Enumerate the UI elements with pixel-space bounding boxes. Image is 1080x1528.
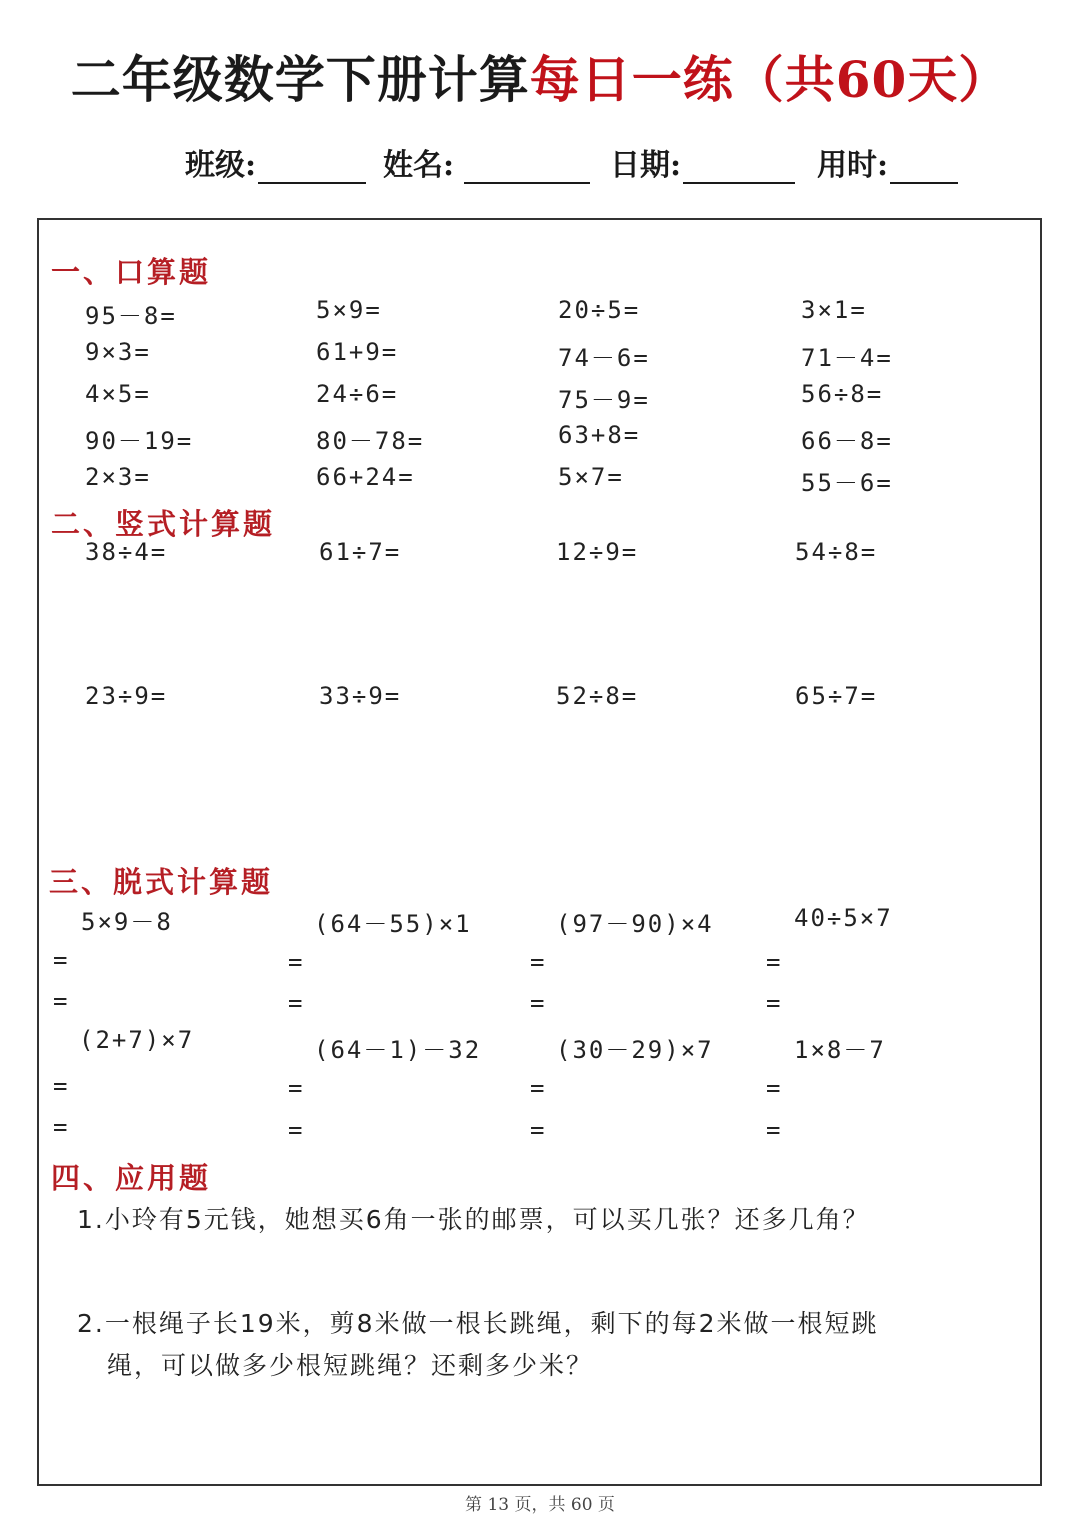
stepwise-expression: (64－1)－32 — [314, 1036, 482, 1064]
name-blank[interactable] — [464, 152, 590, 184]
vertical-section-title: 二、竖式计算题 — [51, 507, 276, 541]
stepwise-section-title: 三、脱式计算题 — [49, 865, 274, 899]
word-problem-1: 1.小玲有5元钱，她想买6角一张的邮票，可以买几张？还多几角？ — [77, 1205, 870, 1234]
class-blank[interactable] — [258, 152, 366, 184]
page-title — [0, 40, 1080, 112]
equals-sign: = — [766, 1074, 781, 1102]
time-label: 用时: — [817, 148, 889, 183]
word-problem-2-line-2: 绳，可以做多少根短跳绳？还剩多少米？ — [107, 1351, 594, 1380]
oral-question: 55－6= — [801, 469, 893, 497]
equals-sign: = — [530, 989, 545, 1017]
equals-sign: = — [288, 1116, 303, 1144]
time-field[interactable] — [817, 140, 958, 184]
date-label: 日期: — [610, 148, 682, 183]
date-blank[interactable] — [683, 152, 795, 184]
stepwise-expression: (64－55)×1 — [314, 910, 472, 938]
oral-question: 90－19= — [85, 427, 194, 455]
oral-question: 80－78= — [316, 427, 425, 455]
equals-sign: = — [530, 1116, 545, 1144]
word-problem-2-line-1: 2.一根绳子长19米，剪8米做一根长跳绳，剩下的每2米做一根短跳 — [77, 1309, 879, 1338]
page-footer: 第 13 页，共 60 页 — [465, 1495, 615, 1515]
stepwise-expression: (2+7)×7 — [79, 1026, 195, 1054]
class-field[interactable] — [185, 140, 366, 184]
oral-question: 5×9= — [316, 296, 382, 324]
oral-question: 20÷5= — [558, 296, 641, 324]
stepwise-expression: 40÷5×7 — [794, 904, 893, 932]
equals-sign: = — [288, 1074, 303, 1102]
equals-sign: = — [530, 948, 545, 976]
vertical-question: 12÷9= — [556, 538, 639, 566]
oral-question: 2×3= — [85, 463, 151, 491]
oral-question: 56÷8= — [801, 380, 884, 408]
oral-question: 3×1= — [801, 296, 867, 324]
oral-question: 63+8= — [558, 421, 641, 449]
oral-question: 71－4= — [801, 344, 893, 372]
oral-question: 61+9= — [316, 338, 399, 366]
class-label: 班级: — [185, 148, 257, 183]
oral-question: 75－9= — [558, 386, 650, 414]
equals-sign: = — [53, 1072, 68, 1100]
equals-sign: = — [288, 948, 303, 976]
oral-question: 9×3= — [85, 338, 151, 366]
oral-section-title: 一、口算题 — [51, 255, 212, 289]
vertical-question: 61÷7= — [319, 538, 402, 566]
vertical-question: 38÷4= — [85, 538, 168, 566]
vertical-question: 65÷7= — [795, 682, 878, 710]
name-field[interactable] — [383, 140, 590, 184]
oral-question: 4×5= — [85, 380, 151, 408]
oral-question: 95－8= — [85, 302, 177, 330]
equals-sign: = — [53, 946, 68, 974]
stepwise-expression: 1×8－7 — [794, 1036, 886, 1064]
equals-sign: = — [766, 989, 781, 1017]
title-main: 二年级数学下册计算 — [70, 50, 530, 109]
oral-question: 66－8= — [801, 427, 893, 455]
oral-question: 24÷6= — [316, 380, 399, 408]
vertical-question: 33÷9= — [319, 682, 402, 710]
stepwise-expression: 5×9－8 — [81, 908, 173, 936]
name-label: 姓名: — [383, 148, 455, 183]
date-field[interactable] — [610, 140, 795, 184]
oral-question: 66+24= — [316, 463, 415, 491]
vertical-question: 54÷8= — [795, 538, 878, 566]
equals-sign: = — [53, 987, 68, 1015]
worksheet-frame — [37, 218, 1042, 1486]
stepwise-expression: (30－29)×7 — [556, 1036, 714, 1064]
vertical-question: 23÷9= — [85, 682, 168, 710]
oral-question: 5×7= — [558, 463, 624, 491]
word-section-title: 四、应用题 — [51, 1161, 212, 1195]
oral-question: 74－6= — [558, 344, 650, 372]
equals-sign: = — [288, 989, 303, 1017]
time-blank[interactable] — [890, 152, 958, 184]
stepwise-expression: (97－90)×4 — [556, 910, 714, 938]
equals-sign: = — [766, 948, 781, 976]
vertical-question: 52÷8= — [556, 682, 639, 710]
equals-sign: = — [530, 1074, 545, 1102]
equals-sign: = — [766, 1116, 781, 1144]
equals-sign: = — [53, 1113, 68, 1141]
title-highlight: 每日一练（共60天） — [529, 50, 1010, 109]
